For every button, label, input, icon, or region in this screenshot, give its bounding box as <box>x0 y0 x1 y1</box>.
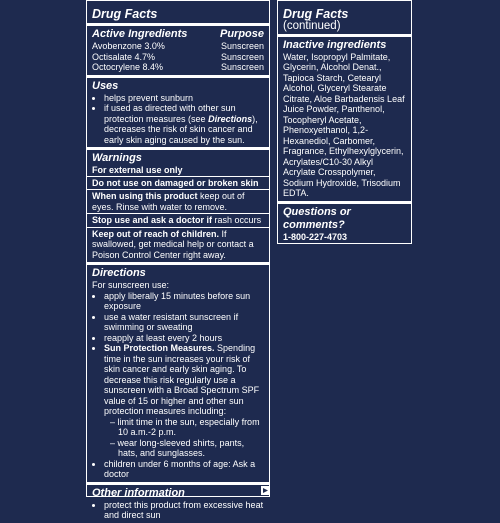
list-item <box>104 103 264 145</box>
damaged-skin-text: Do not use on damaged or broken skin <box>92 177 259 188</box>
drug-facts-continued-title: Drug Facts <box>283 7 349 21</box>
uses-section <box>87 78 269 148</box>
sun-protection-label: Sun Protection Measures. <box>104 343 215 353</box>
other-information-list <box>92 500 264 521</box>
warnings-section <box>87 150 269 176</box>
active-ingredient-row <box>92 52 264 63</box>
warnings-heading: Warnings <box>92 152 142 164</box>
uses-heading: Uses <box>92 79 119 92</box>
inactive-ingredients-text: Water, Isopropyl Palmitate, Glycerin, Alcohol Denat., Tapioca Starch, Cetearyl Alcohol, Glyceryl Stearate Citrate, Aloe Barbadensis Leaf Juice Powder, Panthenol, Tocopheryl Acetate, Phenoxyethanol, 1,2-Hexanediol, Carbomer, Fragrance, Ethylhexylglycerin, Acrylates/C10-30 Alkyl Acrylate Crosspolymer, Sodium Hydroxide, Trisodium EDTA. <box>283 51 405 198</box>
list-item: • apply liberally 15 minutes before sun exposure <box>104 291 264 312</box>
list-item: – limit time in the sun, especially from 10 a.m.-2 p.m. <box>118 417 264 438</box>
ingredient-purpose: Sunscreen <box>220 51 264 62</box>
directions-heading: Directions <box>92 267 146 279</box>
uses-item-text: ), decreases the risk of skin cancer and early skin aging caused by the sun. <box>104 113 258 145</box>
drug-facts-panel <box>86 0 270 520</box>
directions-intro: For sunscreen use: <box>92 280 170 290</box>
ingredient-name: Avobenzone 3.0% <box>92 41 165 51</box>
when-using-text: keep out of eyes. Rinse with water to remove. <box>92 191 245 212</box>
keep-out-of-reach-label: Keep out of reach of children. <box>92 228 220 239</box>
ingredient-name: Octisalate 4.7% <box>92 51 156 62</box>
damaged-skin-warning <box>87 177 269 190</box>
directions-reference: Directions <box>208 113 253 124</box>
list-item: • protect this product from excessive heat and direct sun <box>104 500 264 521</box>
ingredient-purpose: Sunscreen <box>220 62 264 72</box>
questions-heading: Questions or comments? <box>283 205 351 231</box>
inactive-ingredients-section <box>278 37 411 201</box>
questions-section <box>278 204 411 245</box>
list-item: – wear long-sleeved shirts, pants, hats, and sunglasses. <box>118 438 264 459</box>
uses-item-text: if used as directed with other sun protection measures (see <box>104 103 236 124</box>
directions-list <box>92 291 264 480</box>
continued-arrow-icon <box>261 486 270 497</box>
directions-section <box>87 265 269 482</box>
active-ingredient-row <box>92 62 264 73</box>
drug-facts-title: Drug Facts <box>92 7 158 21</box>
ingredient-name: Octocrylene 8.4% <box>92 62 164 72</box>
list-item <box>104 93 264 104</box>
drug-facts-continued-panel <box>277 0 412 244</box>
phone-number: 1-800-227-4703 <box>283 231 348 242</box>
uses-item-text: helps prevent sunburn <box>104 92 194 103</box>
other-information-heading: Other information <box>92 486 185 499</box>
list-item: • use a water resistant sunscreen if swimming or sweating <box>104 312 264 333</box>
active-header-row <box>92 28 264 41</box>
continued-suffix: (continued) <box>283 20 341 32</box>
when-using-warning <box>87 190 269 213</box>
stop-use-label: Stop use and ask a doctor if <box>92 215 213 225</box>
active-ingredients-heading: Active Ingredients <box>92 28 188 40</box>
keep-out-of-reach-text: If swallowed, get medical help or contact a Poison Control Center right away. <box>92 228 254 260</box>
continued-title-row <box>278 1 411 34</box>
inactive-ingredients-heading: Inactive ingredients <box>283 38 387 51</box>
ingredient-purpose: Sunscreen <box>220 41 264 51</box>
active-ingredient-row <box>92 41 264 52</box>
list-item: • children under 6 months of age: Ask a doctor <box>104 459 264 480</box>
external-use-text: For external use only <box>92 165 183 175</box>
active-ingredients-section <box>87 26 269 75</box>
keep-out-of-reach-warning <box>87 228 269 263</box>
other-information-section <box>87 485 269 523</box>
list-item <box>104 343 264 459</box>
drug-facts-title-row <box>87 1 269 23</box>
when-using-label: When using this product <box>92 191 198 201</box>
sun-protection-text: Spending time in the sun increases your risk of skin cancer and early skin aging. To decrease this risk regularly use a sunscreen with a Broad Spectrum SPF value of 15 or higher and other sun protection measures including: <box>104 343 260 416</box>
sun-protection-sublist <box>104 417 264 459</box>
stop-use-warning <box>87 214 269 227</box>
stop-use-text: rash occurs <box>214 215 262 225</box>
purpose-heading: Purpose <box>219 28 264 40</box>
list-item: • reapply at least every 2 hours <box>104 333 264 344</box>
uses-list <box>92 93 264 146</box>
